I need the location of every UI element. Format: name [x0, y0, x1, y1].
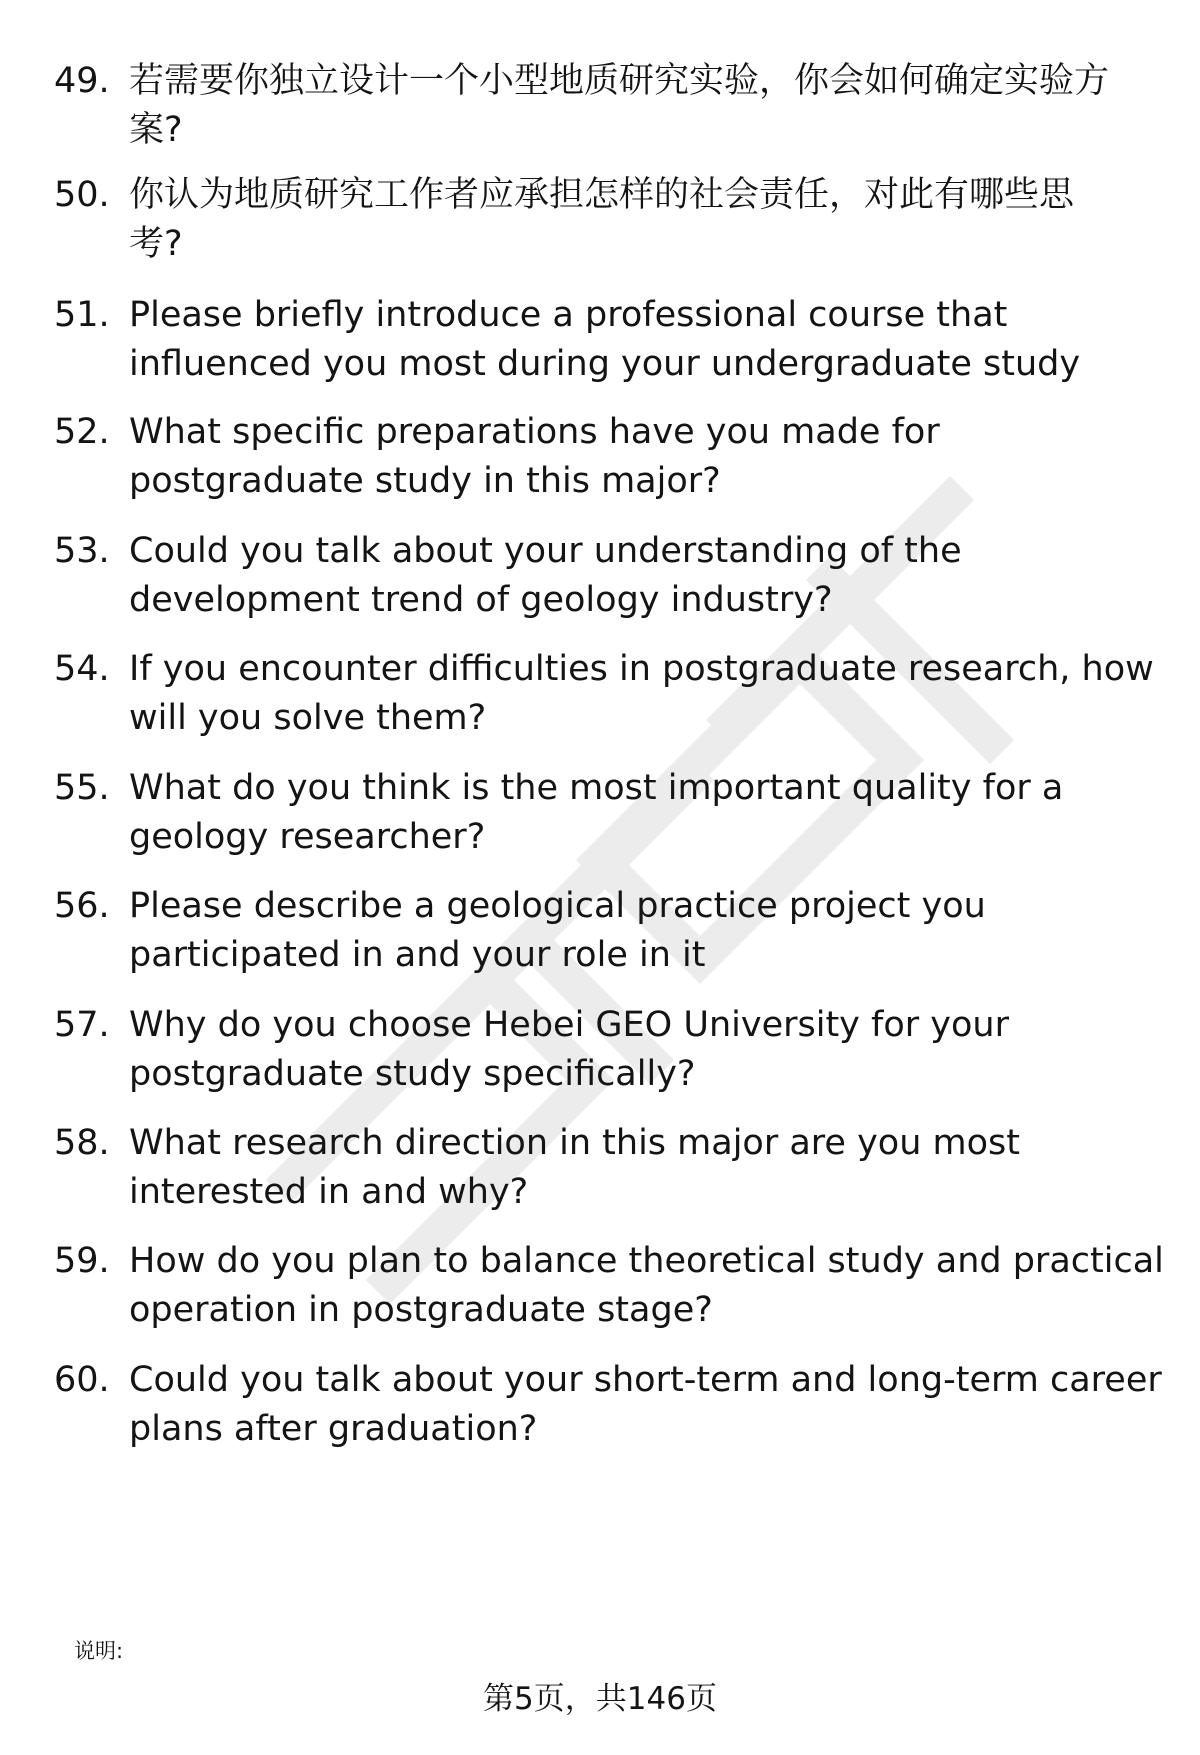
question-text — [129, 1237, 1200, 1335]
question-text — [129, 171, 1200, 269]
question-line: geology researcher? — [129, 817, 486, 857]
question-number: 51. — [54, 295, 110, 335]
note-label: 说明: — [74, 1639, 124, 1663]
question-text — [129, 882, 1200, 980]
question-text — [129, 764, 1200, 862]
question-line: postgraduate study specifically? — [129, 1054, 696, 1094]
question-number: 52. — [54, 412, 110, 452]
question-line: operation in postgraduate stage? — [129, 1290, 713, 1330]
question-number: 54. — [54, 649, 110, 689]
question-line: Could you talk about your understanding of the — [129, 531, 962, 571]
question-line: development trend of geology industry? — [129, 580, 833, 620]
question-line: participated in and your role in it — [129, 935, 706, 975]
question-number: 49. — [54, 61, 110, 101]
question-line: plans after graduation? — [129, 1409, 538, 1449]
question-line: What do you think is the most important quality for a — [129, 768, 1064, 808]
page-footer: 第5页，共146页 — [483, 1681, 717, 1717]
question-line: will you solve them? — [129, 698, 487, 738]
question-line: 案? — [129, 110, 183, 150]
question-line: Could you talk about your short-term and long-term career — [129, 1360, 1162, 1400]
question-text — [129, 1119, 1200, 1217]
question-number: 57. — [54, 1005, 110, 1045]
question-line: If you encounter difficulties in postgraduate research, how — [129, 649, 1154, 689]
question-line: Please describe a geological practice project you — [129, 886, 986, 926]
question-text — [129, 645, 1200, 743]
question-number: 50. — [54, 175, 110, 215]
question-text — [129, 57, 1200, 155]
question-line: interested in and why? — [129, 1172, 529, 1212]
question-number: 60. — [54, 1360, 110, 1400]
question-text — [129, 527, 1200, 625]
question-line: influenced you most during your undergraduate study — [129, 344, 1081, 384]
question-number: 56. — [54, 886, 110, 926]
question-text — [129, 1356, 1200, 1454]
question-line: What specific preparations have you made for — [129, 412, 940, 452]
question-text — [129, 291, 1200, 389]
question-line: How do you plan to balance theoretical study and practical — [129, 1241, 1164, 1281]
question-line: What research direction in this major are you most — [129, 1123, 1020, 1163]
question-number: 53. — [54, 531, 110, 571]
question-number: 58. — [54, 1123, 110, 1163]
question-line: 你认为地质研究工作者应承担怎样的社会责任，对此有哪些思 — [129, 175, 1075, 215]
question-line: 若需要你独立设计一个小型地质研究实验，你会如何确定实验方 — [129, 61, 1110, 101]
question-line: 考? — [129, 224, 183, 264]
question-text — [129, 1001, 1200, 1099]
question-text — [129, 408, 1200, 506]
question-line: Please briefly introduce a professional course that — [129, 295, 1008, 335]
question-number: 55. — [54, 768, 110, 808]
question-number: 59. — [54, 1241, 110, 1281]
question-line: Why do you choose Hebei GEO University for your — [129, 1005, 1009, 1045]
question-line: postgraduate study in this major? — [129, 461, 721, 501]
